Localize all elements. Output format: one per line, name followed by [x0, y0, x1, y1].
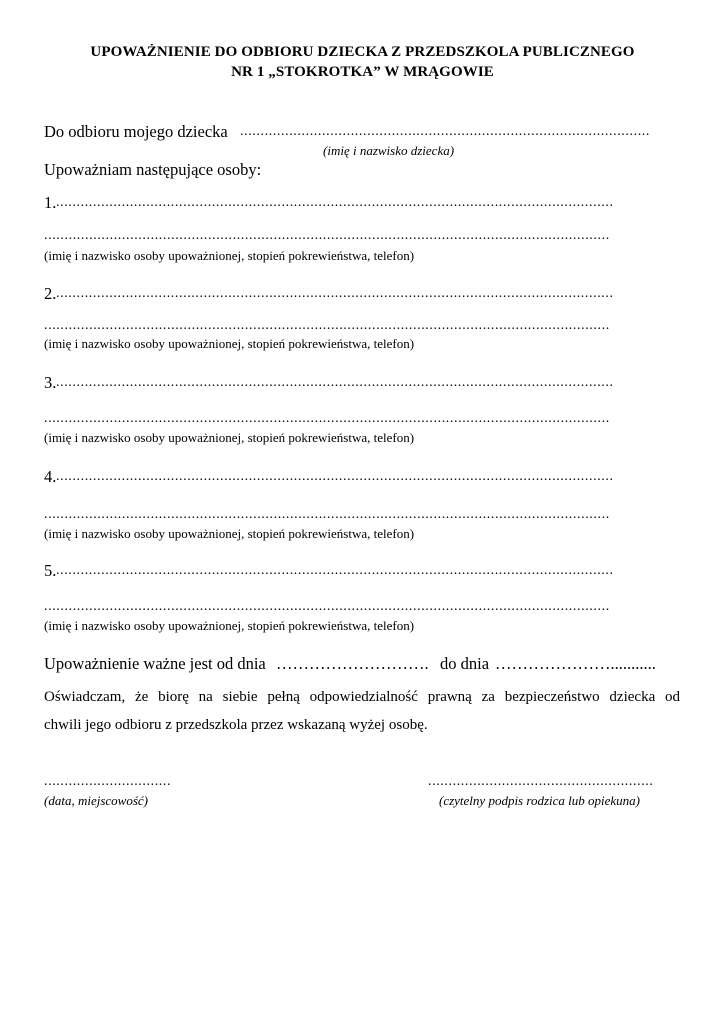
- person-field-line-2[interactable]: ..........................................................................................................................................: [44, 411, 610, 426]
- person-field-hint: (imię i nazwisko osoby upoważnionej, stopień pokrewieństwa, telefon): [44, 248, 415, 263]
- child-label: Do odbioru mojego dziecka: [44, 122, 228, 141]
- person-field-hint: (imię i nazwisko osoby upoważnionej, stopień pokrewieństwa, telefon): [44, 336, 415, 351]
- document-title-line-2: NR 1 „STOKROTKA” W MRĄGOWIE: [231, 64, 494, 80]
- person-field[interactable]: ........................................................................................................................................: [56, 469, 614, 484]
- person-field-line-2[interactable]: ..........................................................................................................................................: [44, 599, 610, 614]
- signature-field-hint: (czytelny podpis rodzica lub opiekuna): [439, 793, 640, 808]
- validity-from-label: Upoważnienie ważne jest od dnia: [44, 654, 266, 673]
- person-field-hint: (imię i nazwisko osoby upoważnionej, stopień pokrewieństwa, telefon): [44, 430, 415, 445]
- person-field[interactable]: ........................................................................................................................................: [56, 286, 614, 301]
- document-title-line-1: UPOWAŻNIENIE DO ODBIORU DZIECKA Z PRZEDSZKOLA PUBLICZNEGO: [90, 44, 635, 60]
- person-number: 4.: [44, 467, 57, 486]
- declaration-line-1: Oświadczam, że biorę na siebie pełną odpowiedzialność prawną za bezpieczeństwo dziecka od: [44, 690, 680, 705]
- person-field-line-2[interactable]: ..........................................................................................................................................: [44, 507, 610, 522]
- signature-field[interactable]: .......................................................: [428, 774, 654, 789]
- intro-text: Upoważniam następujące osoby:: [44, 160, 262, 179]
- person-number: 2.: [44, 284, 57, 303]
- person-field-hint: (imię i nazwisko osoby upoważnionej, stopień pokrewieństwa, telefon): [44, 526, 415, 541]
- person-field[interactable]: ........................................................................................................................................: [56, 563, 614, 578]
- validity-from-field[interactable]: ……………………….: [276, 654, 429, 673]
- validity-to-field[interactable]: …………………...........: [495, 654, 656, 673]
- child-name-field[interactable]: ....................................................................................................: [240, 124, 650, 139]
- validity-to-label: do dnia: [440, 654, 490, 673]
- person-number: 5.: [44, 561, 57, 580]
- declaration-line-2: chwili jego odbioru z przedszkola przez wskazaną wyżej osobę.: [44, 718, 428, 733]
- person-field-line-2[interactable]: ..........................................................................................................................................: [44, 318, 610, 333]
- person-number: 1.: [44, 193, 57, 212]
- person-field-hint: (imię i nazwisko osoby upoważnionej, stopień pokrewieństwa, telefon): [44, 618, 415, 633]
- person-field-line-2[interactable]: ..........................................................................................................................................: [44, 228, 610, 243]
- person-number: 3.: [44, 373, 57, 392]
- person-field[interactable]: ........................................................................................................................................: [56, 375, 614, 390]
- child-field-hint: (imię i nazwisko dziecka): [323, 143, 455, 158]
- person-field[interactable]: ........................................................................................................................................: [56, 195, 614, 210]
- date-field[interactable]: ...............................: [44, 774, 172, 789]
- date-field-hint: (data, miejscowość): [44, 793, 148, 808]
